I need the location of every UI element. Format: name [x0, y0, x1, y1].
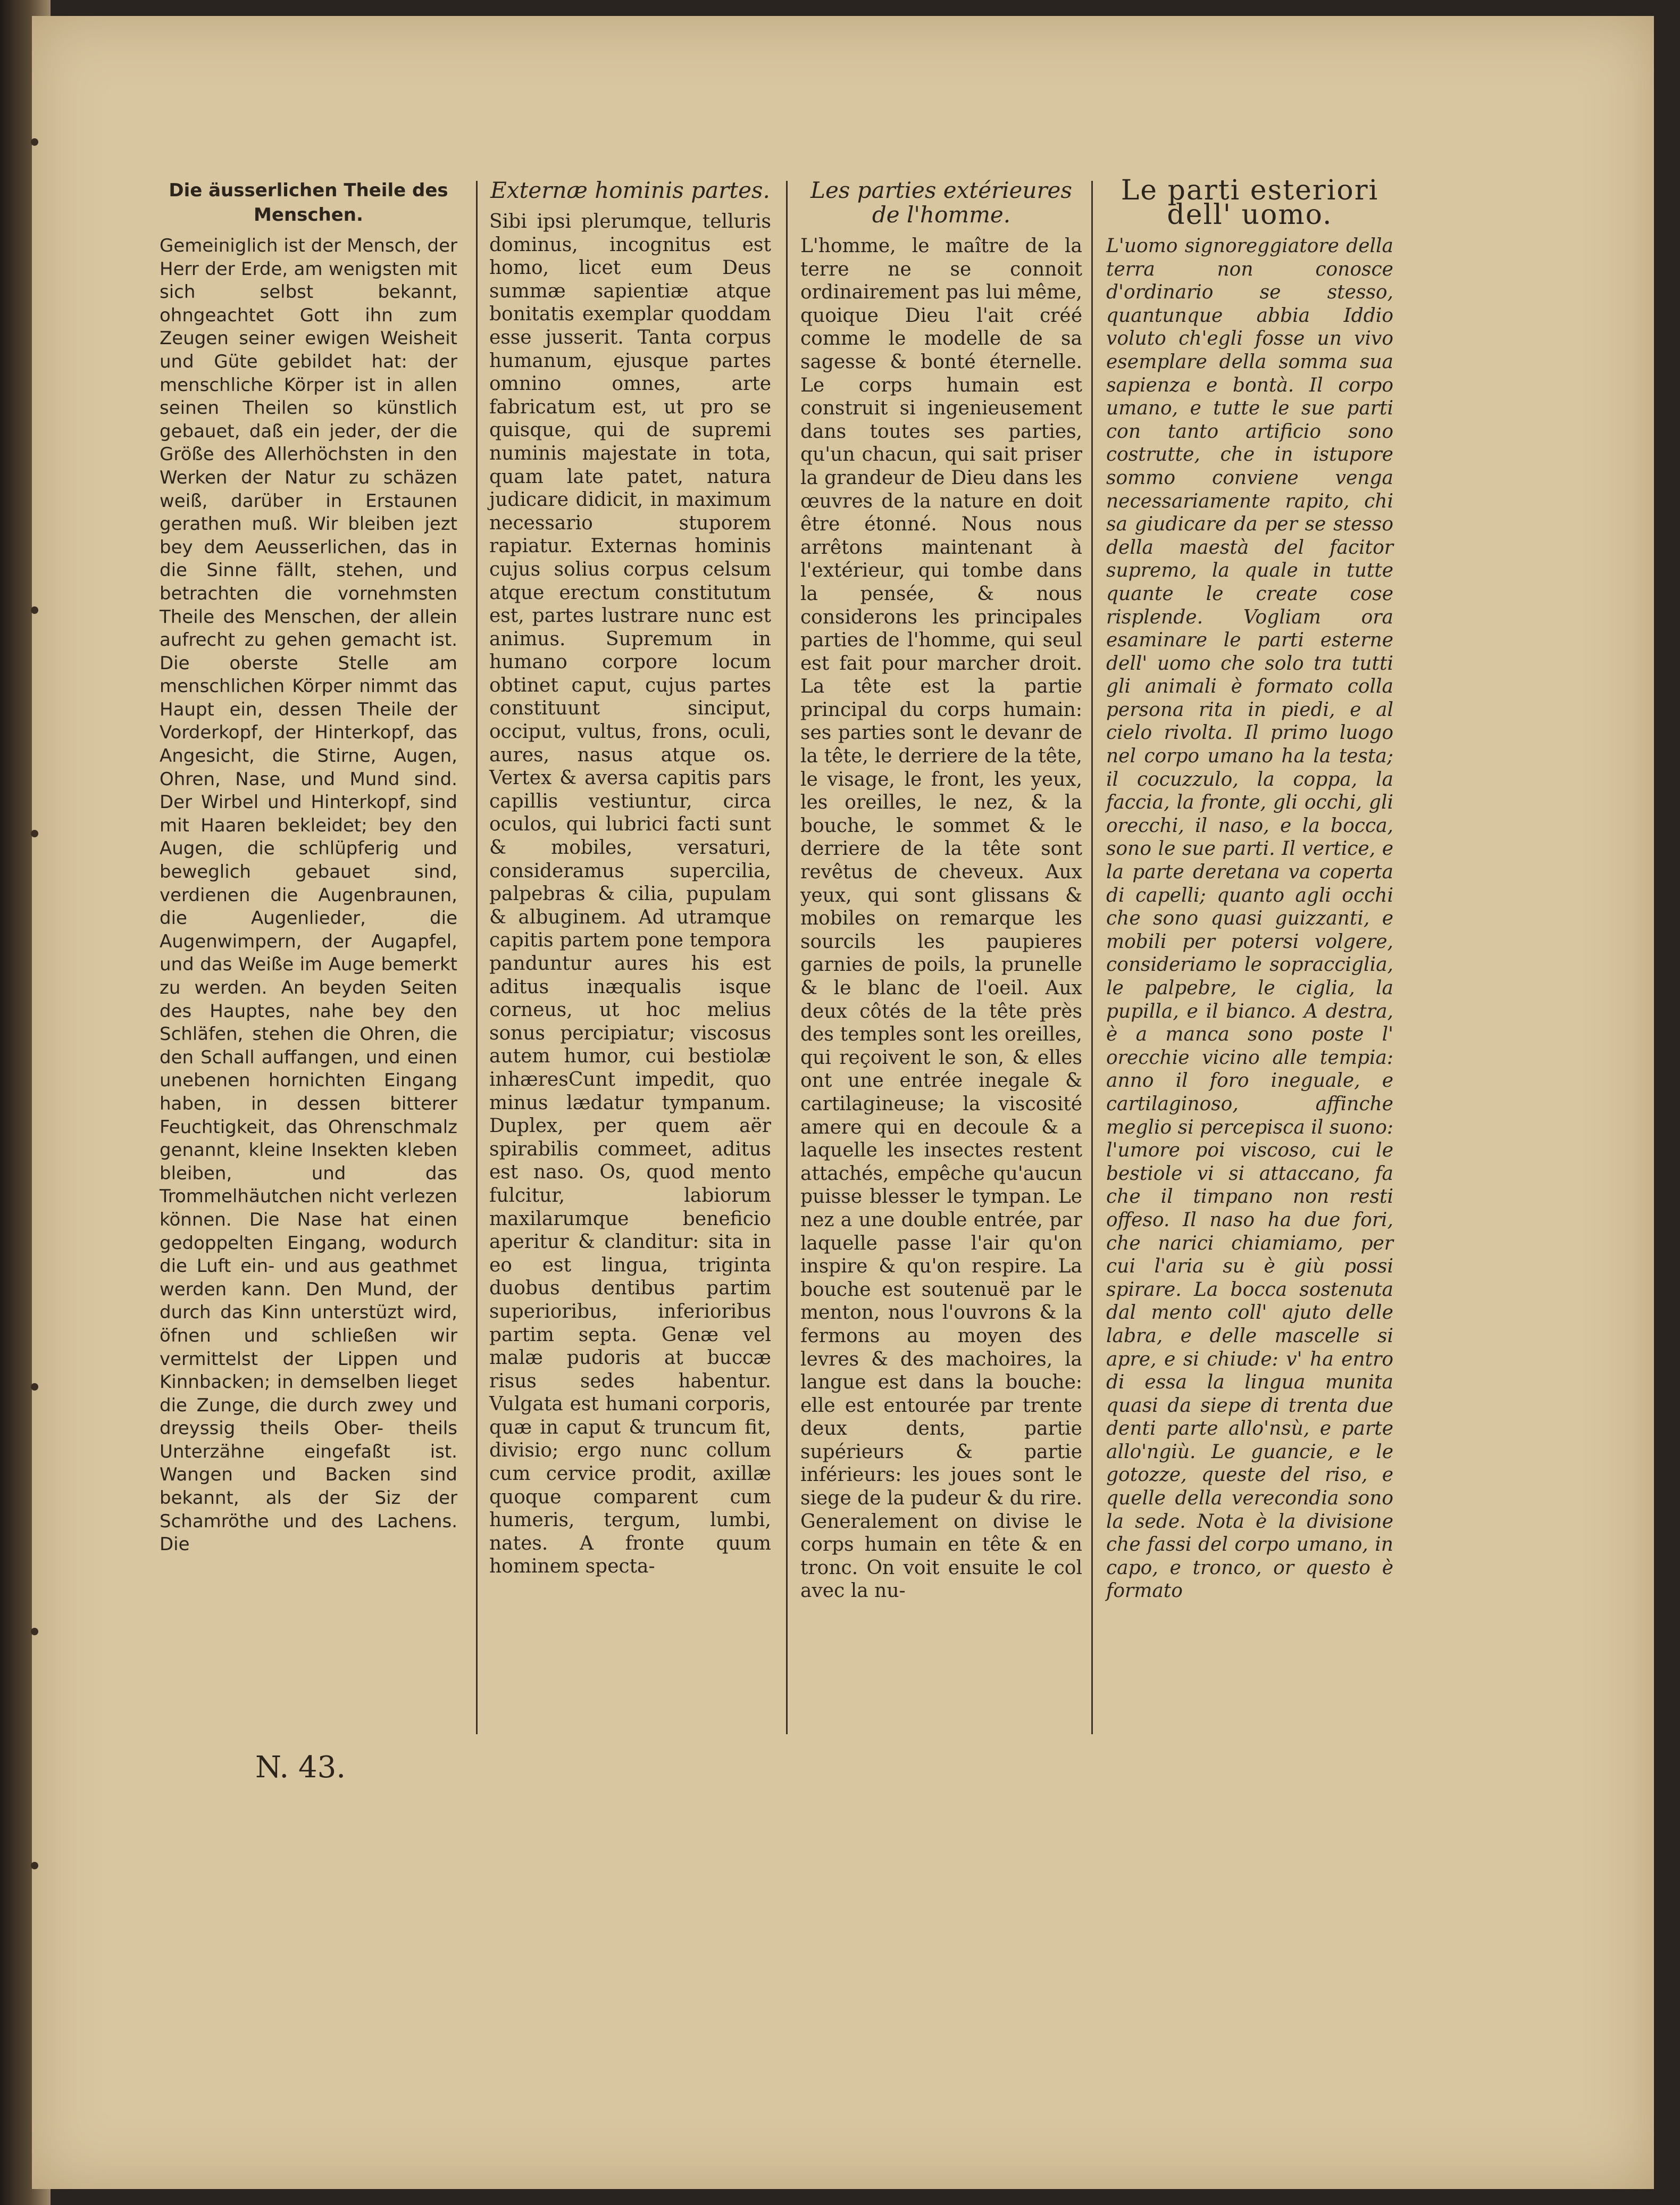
column-rule — [1091, 181, 1093, 1734]
french-column — [800, 178, 1082, 1603]
italian-column — [1106, 174, 1393, 1603]
italian-heading: Le parti esteriori dell' uomo. — [1121, 174, 1379, 231]
page-signature: N. 43. — [255, 1750, 346, 1785]
latin-text: Sibi ipsi plerumque, telluris dominus, incognitus est homo, licet eum Deus summæ sapientiæ atque bonitatis exemplar quoddam esse jusserit. Tanta corpus humanum, ejusque partes omnino omnes, arte fabricatum est, ut pro se quisque, qui de supremi numinis majestate in tota, quam late patet, natura judicare didicit, in maximum necessario stuporem rapiatur. Externas hominis cujus solius corpus celsum atque erectum constitutum est, partes lustrare nunc est animus. Supremum in humano corpore locum obtinet caput, cujus partes constituunt sinciput, occiput, vultus, frons, oculi, aures, nasus atque os. Vertex & aversa capitis pars capillis vestiuntur, circa oculos, qui lubrici facti sunt & mobiles, versaturi, consideramus supercilia, palpebras & cilia, pupulam & albuginem. Ad utramque capitis partem pone tempora panduntur aures his est aditus inæqualis isque corneus, ut hoc melius sonus percipiatur; viscosus autem humor, cui bestiolæ inhæresCunt impedit, quo minus lædatur tympanum. Duplex, per quem aër spirabilis commeet, aditus est naso. Os, quod mento fulcitur, labiorum maxilarumque beneficio aperitur & clanditur: sita in eo est lingua, triginta duobus dentibus partim superioribus, inferioribus partim septa. Genæ vel malæ pudoris at buccæ risus sedes habentur. Vulgata est humani corporis, quæ in caput & truncum fit, divisio; ergo nunc collum cum cervice prodit, axillæ quoque comparent cum humeris, tergum, lumbi, nates. A fronte quum hominem specta- — [489, 211, 771, 1578]
latin-heading: Externæ hominis partes. — [490, 177, 770, 203]
column-rule — [476, 181, 478, 1734]
german-text: Gemeiniglich ist der Mensch, der Herr der Erde, am wenigsten mit sich selbst bekannt, ohngeachtet Gott ihn zum Zeugen seiner ewigen Weisheit und Güte gebildet hat: der menschliche Körper ist in allen seinen Theilen so künstlich gebauet, daß ein jeder, der die Größe des Allerhöchsten in den Werken der Natur zu schäzen weiß, darüber in Erstaunen gerathen muß. Wir bleiben jezt bey dem Aeusserlichen, das in die Sinne fällt, stehen, und betrachten die vornehmsten Theile des Menschen, der allein aufrecht zu gehen gemacht ist. Die oberste Stelle am menschlichen Körper nimmt das Haupt ein, dessen Theile der Vorderkopf, der Hinterkopf, das Angesicht, die Stirne, Augen, Ohren, Nase, und Mund sind. Der Wirbel und Hinterkopf, sind mit Haaren bekleidet; bey den Augen, die schlüpferig und beweglich gebauet sind, verdienen die Augenbraunen, die Augenlieder, die Augenwimpern, der Augapfel, und das Weiße im Auge bemerkt zu werden. An beyden Seiten des Hauptes, nahe bey den Schläfen, stehen die Ohren, die den Schall auffangen, und einen unebenen hornichten Eingang haben, in dessen bitterer Feuchtigkeit, das Ohrenschmalz genannt, kleine Insekten kleben bleiben, und das Trommelhäutchen nicht verlezen können. Die Nase hat einen gedoppelten Eingang, wodurch die Luft ein- und aus geathmet werden kann. Den Mund, der durch das Kinn unterstüzt wird, öfnen und schließen wir vermittelst der Lippen und Kinnbacken; in demselben lieget die Zunge, die durch zwey und dreyssig theils Ober- theils Unterzähne eingefaßt ist. Wangen und Backen sind bekannt, als der Siz der Schamröthe und des Lachens. Die — [160, 235, 457, 1555]
french-text: L'homme, le maître de la terre ne se connoit ordinairement pas lui même, quoique Dieu l'ait créé comme le modelle de sa sagesse & bonté éternelle. Le corps humain est construit si ingenieusement dans toutes ses parties, qu'un chacun, qui sait priser la grandeur de Dieu dans les œuvres de la nature en doit être étonné. Nous nous arrêtons maintenant à l'extérieur, qui tombe dans la pensée, & nous considerons les principales parties de l'homme, qui seul est fait pour marcher droit. La tête est la partie principal du corps humain: ses parties sont le devanr de la tête, le derriere de la tête, le visage, le front, les yeux, les oreilles, le nez, & la bouche, le sommet & le derriere de la tête sont revêtus de cheveux. Aux yeux, qui sont glissans & mobiles on remarque les sourcils les paupieres garnies de poils, la prunelle & le blanc de l'oeil. Aux deux côtés de la tête près des temples sont les oreilles, qui reçoivent le son, & elles ont une entrée inegale & cartilagineuse; la viscosité amere qui en decoule & a laquelle les insectes restent attachés, empêche qu'aucun puisse blesser le tympan. Le nez a une double entrée, par laquelle passe l'air qu'on inspire & qu'on respire. La bouche est soutenuë par le menton, nous l'ouvrons & la fermons au moyen des levres & des machoires, la langue est dans la bouche: elle est entourée par trente deux dents, partie supérieurs & partie inférieurs: les joues sont le siege de la pudeur & du rire. Generalement on divise le corps humain en tête & en tronc. On voit ensuite le col avec la nu- — [800, 235, 1082, 1602]
german-column — [160, 178, 457, 1557]
column-rule — [786, 181, 788, 1734]
german-heading: Die äusserlichen Theile des Menschen. — [169, 180, 448, 226]
italian-text: L'uomo signoreggiatore della terra non conosce d'ordinario se stesso, quantunque abbia Iddio voluto ch'egli fosse un vivo esemplare della somma sua sapienza e bontà. Il corpo umano, e tutte le sue parti con tanto artificio sono costrutte, che in istupore sommo conviene venga necessariamente rapito, chi sa giudicare da per se stesso della maestà del facitor supremo, la quale in tutte quante le create cose risplende. Vogliam ora esaminare le parti esterne dell' uomo che solo tra tutti gli animali è formato colla persona rita in piedi, e al cielo rivolta. Il primo luogo nel corpo umano ha la testa; il cocuzzulo, la coppa, la faccia, la fronte, gli occhi, gli orecchi, il naso, e la bocca, sono le sue parti. Il vertice, e la parte deretana va coperta di capelli; quanto agli occhi che sono quasi guizzanti, e mobili per potersi volgere, consideriamo le sopracciglia, le palpebre, le ciglia, la pupilla, e il bianco. A destra, è a manca sono poste l' orecchie vicino alle tempia: anno il foro ineguale, e cartilaginoso, affinche meglio si percepisca il suono: l'umore poi viscoso, cui le bestiole vi si attaccano, fa che il timpano non resti offeso. Il naso ha due fori, che narici chiamiamo, per cui l'aria su è giù possi spirare. La bocca sostenuta dal mento coll' ajuto delle labra, e delle mascelle si apre, e si chiude: v' ha entro di essa la lingua munita quasi da siepe di trenta due denti parte allo'nsù, e parte allo'ngiù. Le guancie, e le gotozze, queste del riso, e quelle della verecondia sono la sede. Nota è la divisione che fassi del corpo umano, in capo, e tronco, or questo è formato — [1106, 235, 1393, 1602]
french-heading: Les parties extérieures de l'homme. — [810, 177, 1072, 228]
latin-column — [489, 178, 771, 1578]
